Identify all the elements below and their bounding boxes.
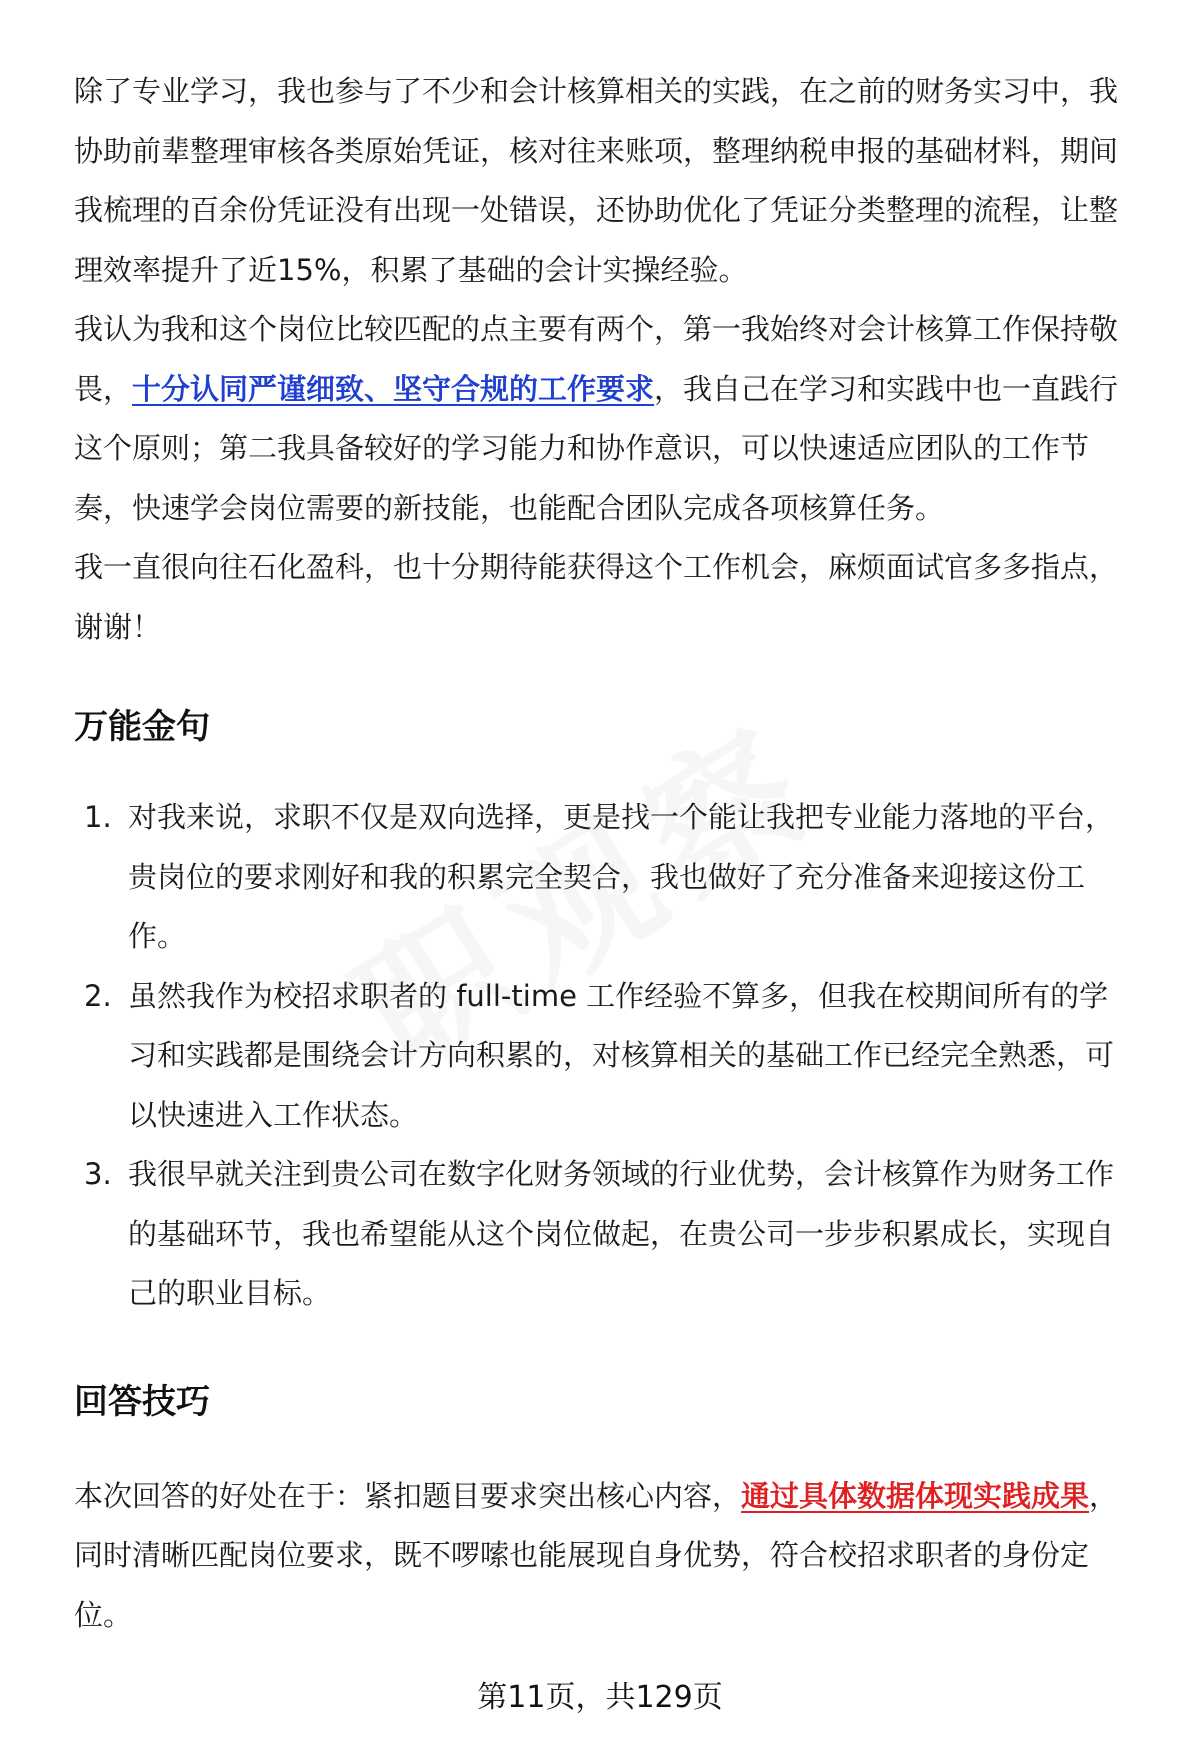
list-item xyxy=(74,1145,1134,1324)
document-content xyxy=(74,62,1134,1645)
paragraph-closing: 我一直很向往石化盈科，也十分期待能获得这个工作机会，麻烦面试官多多指点，谢谢！ xyxy=(74,550,1119,644)
section-title-golden-sentences: 万能金句 xyxy=(74,707,210,747)
paragraph-tips-rest: ，同时清晰匹配岗位要求，既不啰嗦也能展现自身优势，符合校招求职者的身份定位。 xyxy=(74,1478,1119,1632)
paragraph-tips xyxy=(74,1467,1134,1646)
section-title-answer-tips: 回答技巧 xyxy=(74,1381,210,1422)
list-item-text: 虽然我作为校招求职者的 full-time 工作经验不算多，但我在校期间所有的学习和实践都是围绕会计方向积累的，对核算相关的基础工作已经完全熟悉，可以快速进入工作状态。 xyxy=(128,978,1115,1132)
list-number: 1. xyxy=(84,800,112,834)
paragraph-fit xyxy=(74,300,1134,538)
golden-sentence-list xyxy=(74,788,1134,1324)
paragraph-fit-rest: ，我自己在学习和实践中也一直践行这个原则；第二我具备较好的学习能力和协作意识，可以快速适应团队的工作节奏，快速学会岗位需要的新技能，也能配合团队完成各项核算任务。 xyxy=(74,371,1119,525)
paragraph-tips-intro: 本次回答的好处在于：紧扣题目要求突出核心内容， xyxy=(74,1478,742,1513)
highlight-compliance: 十分认同严谨细致、坚守合规的工作要求 xyxy=(132,371,655,406)
page-number-footer: 第11页，共129页 xyxy=(477,1680,723,1715)
paragraph-practice: 除了专业学习，我也参与了不少和会计核算相关的实践，在之前的财务实习中，我协助前辈整理审核各类原始凭证，核对往来账项，整理纳税申报的基础材料，期间我梳理的百余份凭证没有出现一处错误，还协助优化了凭证分类整理的流程，让整理效率提升了近15%，积累了基础的会计实操经验。 xyxy=(74,74,1119,287)
list-number: 3. xyxy=(84,1157,112,1191)
highlight-data-results: 通过具体数据体现实践成果 xyxy=(741,1478,1090,1513)
list-item xyxy=(74,788,1134,967)
list-item xyxy=(74,967,1134,1146)
list-number: 2. xyxy=(84,978,112,1013)
list-item-text: 我很早就关注到贵公司在数字化财务领域的行业优势，会计核算作为财务工作的基础环节，我也希望能从这个岗位做起，在贵公司一步步积累成长，实现自己的职业目标。 xyxy=(128,1157,1115,1310)
list-item-text: 对我来说，求职不仅是双向选择，更是找一个能让我把专业能力落地的平台，贵岗位的要求刚好和我的积累完全契合，我也做好了充分准备来迎接这份工作。 xyxy=(128,800,1115,953)
paragraph-fit-intro: 我认为我和这个岗位比较匹配的点主要有两个，第一我始终对会计核算工作保持敬畏， xyxy=(74,312,1119,406)
